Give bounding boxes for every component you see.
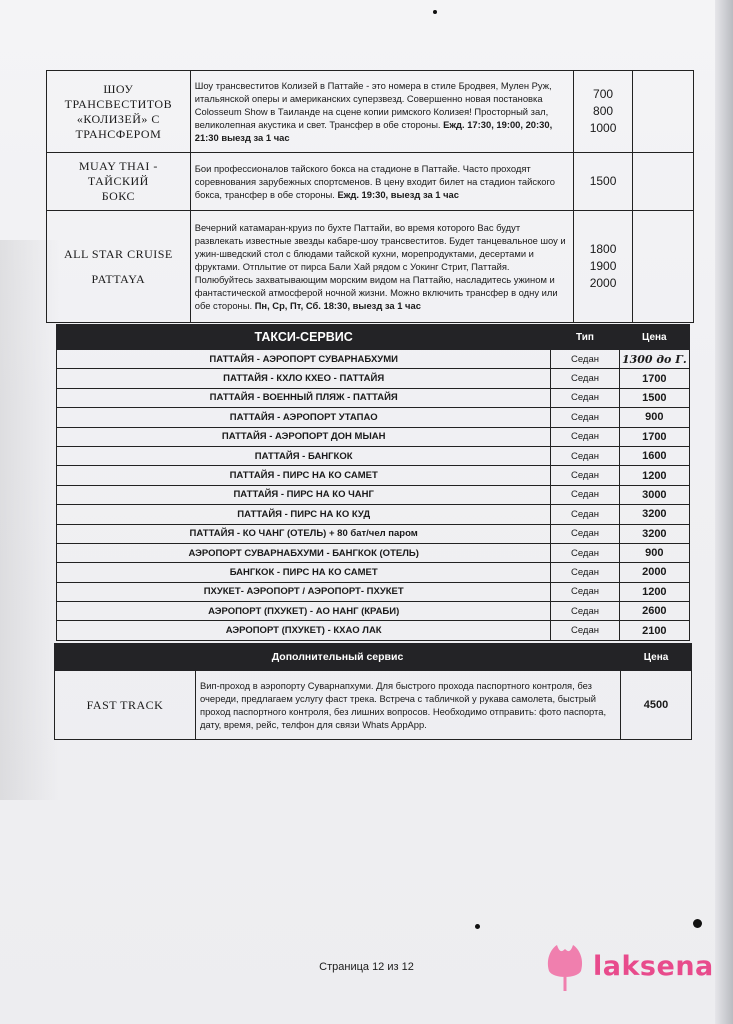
extra-services-table — [54, 643, 692, 740]
taxi-row — [57, 621, 690, 640]
taxi-row — [57, 427, 690, 446]
empty-cell — [633, 71, 694, 153]
watermark-text: laksena — [593, 951, 714, 982]
flower-icon — [543, 943, 587, 993]
taxi-route: АЭРОПОРТ СУВАРНАБХУМИ - БАНГКОК (ОТЕЛЬ) — [57, 543, 551, 562]
taxi-header-row — [57, 325, 690, 350]
taxi-car-type: Седан — [551, 369, 619, 388]
taxi-title: ТАКСИ-СЕРВИС — [57, 325, 551, 350]
paper-edge — [715, 0, 733, 1024]
price-value: 800 — [593, 104, 614, 118]
taxi-car-type: Седан — [551, 524, 619, 543]
show-prices — [573, 71, 633, 153]
taxi-price: 3200 — [619, 505, 689, 524]
show-description — [190, 153, 573, 211]
taxi-car-type: Седан — [551, 388, 619, 407]
extra-service-price: 4500 — [621, 671, 692, 740]
taxi-car-type: Седан — [551, 582, 619, 601]
taxi-col-price: Цена — [619, 325, 689, 350]
show-schedule: Ежд. 17:30, 19:00, 20:30, 21:30 выезд за 1 час — [194, 119, 553, 143]
show-row — [47, 153, 694, 211]
taxi-route: ПАТТАЙЯ - ПИРС НА КО САМЕТ — [57, 466, 551, 485]
empty-cell — [633, 153, 694, 211]
taxi-route: ПАТТАЙЯ - КО ЧАНГ (ОТЕЛЬ) + 80 бат/чел паром — [57, 524, 551, 543]
taxi-row — [57, 388, 690, 407]
taxi-car-type: Седан — [551, 350, 619, 369]
taxi-route: ПАТТАЙЯ - ПИРС НА КО ЧАНГ — [57, 485, 551, 504]
page-number: Страница 12 из 12 — [319, 961, 414, 973]
taxi-price: 1500 — [619, 388, 689, 407]
extra-service-description: Вип-проход в аэропорту Суварнапхуми. Для быстрого прохода паспортного контроля, без очереди, предлагаем услугу фаст трека. Встреча с табличкой у рукава самолета, быстрый проход паспортного контроля, без лишних вопросов. Необходимо отправить: фото паспорта, дату, время, рейс, телфон для связи Whats AppApp. — [196, 671, 621, 740]
taxi-car-type: Седан — [551, 466, 619, 485]
taxi-route: ПАТТАЙЯ - АЭРОПОРТ УТАПАО — [57, 408, 551, 427]
taxi-route: ПАТТАЙЯ - ПИРС НА КО КУД — [57, 505, 551, 524]
taxi-car-type: Седан — [551, 408, 619, 427]
price-value: 1900 — [589, 259, 617, 273]
show-description — [190, 211, 573, 323]
show-prices — [573, 153, 633, 211]
taxi-rows — [57, 350, 690, 641]
taxi-row — [57, 524, 690, 543]
taxi-route: БАНГКОК - ПИРС НА КО САМЕТ — [57, 563, 551, 582]
shows-table — [46, 70, 694, 323]
taxi-price: 1200 — [619, 466, 689, 485]
extra-col-price: Цена — [621, 644, 692, 671]
extra-row — [55, 671, 692, 740]
taxi-car-type: Седан — [551, 485, 619, 504]
taxi-price: 1700 — [619, 427, 689, 446]
taxi-route: ПАТТАЙЯ - КХЛО КХЕО - ПАТТАЙЯ — [57, 369, 551, 388]
price-value: 2000 — [589, 276, 617, 290]
watermark-logo — [543, 943, 713, 993]
taxi-row — [57, 446, 690, 465]
taxi-row — [57, 582, 690, 601]
taxi-route: АЭРОПОРТ (ПХУКЕТ) - КХАО ЛАК — [57, 621, 551, 640]
price-value: 1500 — [589, 174, 617, 188]
show-name — [47, 211, 191, 323]
show-name — [47, 71, 191, 153]
taxi-row — [57, 350, 690, 369]
taxi-price: 1700 — [619, 369, 689, 388]
taxi-row — [57, 505, 690, 524]
taxi-price: 2000 — [619, 563, 689, 582]
taxi-row — [57, 369, 690, 388]
show-name — [47, 153, 191, 211]
show-name-line: ШОУ ТРАНСВЕСТИТОВ — [64, 81, 173, 111]
show-schedule: Пн, Ср, Пт, Сб. 18:30, выезд за 1 час — [254, 300, 421, 311]
taxi-row — [57, 563, 690, 582]
show-description — [190, 71, 573, 153]
show-prices — [573, 211, 633, 323]
taxi-car-type: Седан — [551, 543, 619, 562]
show-schedule: Ежд. 19:30, выезд за 1 час — [337, 189, 459, 200]
taxi-car-type: Седан — [551, 427, 619, 446]
taxi-route: АЭРОПОРТ (ПХУКЕТ) - АО НАНГ (КРАБИ) — [57, 602, 551, 621]
taxi-car-type: Седан — [551, 446, 619, 465]
taxi-route: ПХУКЕТ- АЭРОПОРТ / АЭРОПОРТ- ПХУКЕТ — [57, 582, 551, 601]
taxi-price: 3000 — [619, 485, 689, 504]
show-name-line: «КОЛИЗЕЙ» С ТРАНСФЕРОМ — [75, 111, 162, 141]
price-value: 1000 — [589, 121, 617, 135]
taxi-price: 900 — [619, 543, 689, 562]
taxi-price: 1300 до Г. — [619, 350, 689, 369]
show-name-line: БОКС — [101, 189, 135, 203]
taxi-car-type: Седан — [551, 602, 619, 621]
taxi-price: 1600 — [619, 446, 689, 465]
taxi-col-type: Тип — [551, 325, 619, 350]
taxi-row — [57, 543, 690, 562]
show-name-line: MUAY THAI - ТАЙСКИЙ — [78, 159, 158, 188]
taxi-row — [57, 408, 690, 427]
taxi-price: 2100 — [619, 621, 689, 640]
taxi-route: ПАТТАЙЯ - БАНГКОК — [57, 446, 551, 465]
ink-dot — [693, 919, 702, 928]
show-name-line: ALL STAR CRUISE — [63, 246, 173, 261]
extra-header-row — [55, 644, 692, 671]
empty-cell — [633, 211, 694, 323]
extra-service-name: FAST TRACK — [55, 671, 196, 740]
show-desc-text: Бои профессионалов тайского бокса на стадионе в Паттайе. Часто проходят соревнования зарубежных спортсменов. В цену входит билет на стадион тайского бокса, трансфер в обе стороны. — [194, 163, 555, 200]
taxi-price: 900 — [619, 408, 689, 427]
taxi-row — [57, 602, 690, 621]
ink-dot — [433, 10, 437, 14]
taxi-table — [56, 324, 690, 641]
extra-title: Дополнительный сервис — [55, 644, 621, 671]
show-name-line: PATTAYA — [91, 271, 146, 286]
fold-shadow — [0, 240, 60, 800]
taxi-row — [57, 466, 690, 485]
taxi-price: 3200 — [619, 524, 689, 543]
show-desc-text: Вечерний катамаран-круиз по бухте Паттайи, во время которого Вас будут развлекать известные звезды кабаре-шоу трансвеститов. Будет танцевальное шоу и ужин-шведский стол с блюдами тайской кухни, морепродуктами, десертами и фруктами. Отплытие от пирса Бали Хай рядом с Уокинг Стрит, Паттайя. Полюбуйтесь захватывающим морским видом на Паттайю, насладитесь ужином и фантастической атмосферой ночной жизни. Можно включить трансфер в одну или обе стороны. — [194, 222, 566, 311]
price-value: 700 — [593, 87, 614, 101]
taxi-row — [57, 485, 690, 504]
taxi-car-type: Седан — [551, 621, 619, 640]
show-row — [47, 71, 694, 153]
taxi-price: 2600 — [619, 602, 689, 621]
ink-dot — [475, 924, 480, 929]
taxi-route: ПАТТАЙЯ - ВОЕННЫЙ ПЛЯЖ - ПАТТАЙЯ — [57, 388, 551, 407]
price-value: 1800 — [589, 242, 617, 256]
show-desc-text: Шоу трансвеститов Колизей в Паттайе - это номера в стиле Бродвея, Мулен Руж, итальянской оперы и американских суперзвезд. Совершенно новая постановка Colosseum Show в Таиланде на сцене копии римского Колизея! Просторный зал, великолепная акустика и свет. Трансфер в обе стороны. — [194, 80, 552, 130]
show-row — [47, 211, 694, 323]
taxi-car-type: Седан — [551, 563, 619, 582]
taxi-route: ПАТТАЙЯ - АЭРОПОРТ ДОН МЫАН — [57, 427, 551, 446]
taxi-car-type: Седан — [551, 505, 619, 524]
taxi-route: ПАТТАЙЯ - АЭРОПОРТ СУВАРНАБХУМИ — [57, 350, 551, 369]
taxi-price: 1200 — [619, 582, 689, 601]
